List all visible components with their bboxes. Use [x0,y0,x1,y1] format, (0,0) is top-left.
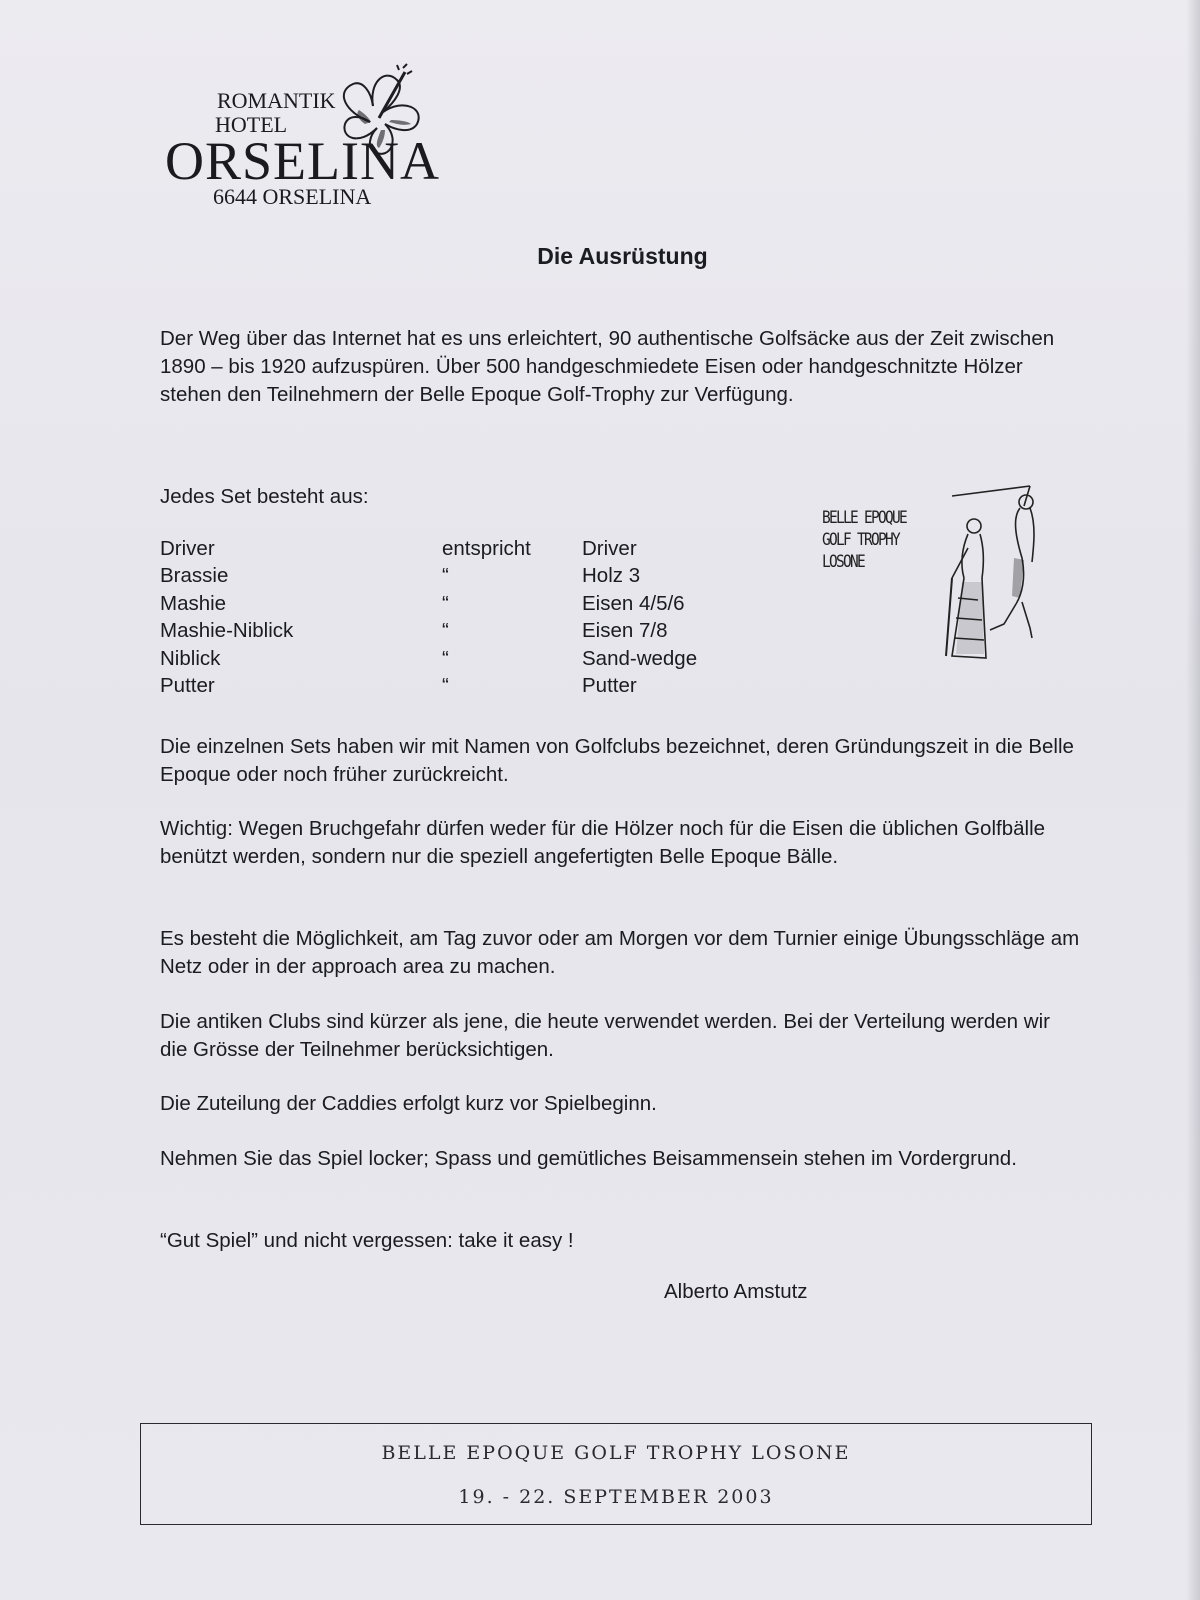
paragraph-warning: Wichtig: Wegen Bruchgefahr dürfen weder für die Hölzer noch für die Eisen die üblichen Golfbälle benützt werden, sondern nur die speziell angefertigten Belle Epoque Bälle. [160,817,1046,868]
paragraph-closing: “Gut Spiel” und nicht vergessen: take it easy ! [160,1229,574,1252]
paragraph-caddies: Die Zuteilung der Caddies erfolgt kurz vor Spielbeginn. [160,1092,657,1115]
logo-line-romantik: ROMANTIK [217,88,336,113]
logo-line-orselina: ORSELINA [165,131,440,191]
club-old-name: Putter [160,673,215,697]
hotel-logo [165,62,485,212]
paragraph-sets-names: Die einzelnen Sets haben wir mit Namen von Golfclubs bezeichnet, deren Gründungszeit in die Belle Epoque oder noch früher zurückreicht. [160,735,1074,786]
club-relation: “ [442,564,449,588]
trophy-line-2: GOLF TROPHY [822,530,900,550]
footer-box [140,1423,1092,1525]
club-relation: entspricht [442,537,531,560]
golfer-illustration-icon [912,478,1052,678]
page-edge-shadow [1186,0,1200,1600]
club-old-name: Mashie [160,591,227,615]
footer-event-date: 19. - 22. SEPTEMBER 2003 [458,1486,774,1508]
club-relation: “ [442,591,449,615]
club-old-name: Driver [160,537,215,560]
trophy-line-1: BELLE EPOQUE [822,508,907,528]
club-relation: “ [442,646,449,670]
club-modern-name: Eisen 7/8 [582,619,668,643]
club-old-name: Mashie-Niblick [160,619,294,643]
club-modern-name: Eisen 4/5/6 [582,591,685,615]
club-old-name: Niblick [160,646,221,670]
club-modern-name: Driver [582,537,637,560]
club-modern-name: Holz 3 [582,564,641,588]
page-title: Die Ausrüstung [537,243,708,269]
club-relation: “ [442,673,449,697]
set-heading: Jedes Set besteht aus: [160,485,369,508]
paragraph-fun: Nehmen Sie das Spiel locker; Spass und gemütliches Beisammensein stehen im Vordergrund. [160,1147,1017,1170]
club-old-name: Brassie [160,564,229,588]
trophy-logo [822,478,1052,678]
club-modern-name: Sand-wedge [582,646,698,670]
intro-paragraph: Der Weg über das Internet hat es uns erleichtert, 90 authentische Golfsäcke aus der Zeit zwischen 1890 – bis 1920 aufzuspüren. Über 500 handgeschmiedete Eisen oder handgeschnitzte Hölzer stehen den Teilnehmern der Belle Epoque Golf-Trophy zur Verfügung. [160,327,1055,406]
logo-line-address: 6644 ORSELINA [213,184,372,209]
club-relation: “ [442,619,449,643]
footer-event-name: BELLE EPOQUE GOLF TROPHY LOSONE [381,1442,851,1464]
club-modern-name: Putter [582,673,637,697]
trophy-line-3: LOSONE [822,552,865,572]
logo-line-hotel: HOTEL [215,112,288,137]
paragraph-practice: Es besteht die Möglichkeit, am Tag zuvor oder am Morgen vor dem Turnier einige Übungsschläge am Netz oder in der approach area zu machen. [160,927,1080,978]
paragraph-club-length: Die antiken Clubs sind kürzer als jene, die heute verwendet werden. Bei der Verteilung werden wir die Grösse der Teilnehmer berücksichtigen. [160,1010,1050,1061]
signature: Alberto Amstutz [664,1280,808,1303]
